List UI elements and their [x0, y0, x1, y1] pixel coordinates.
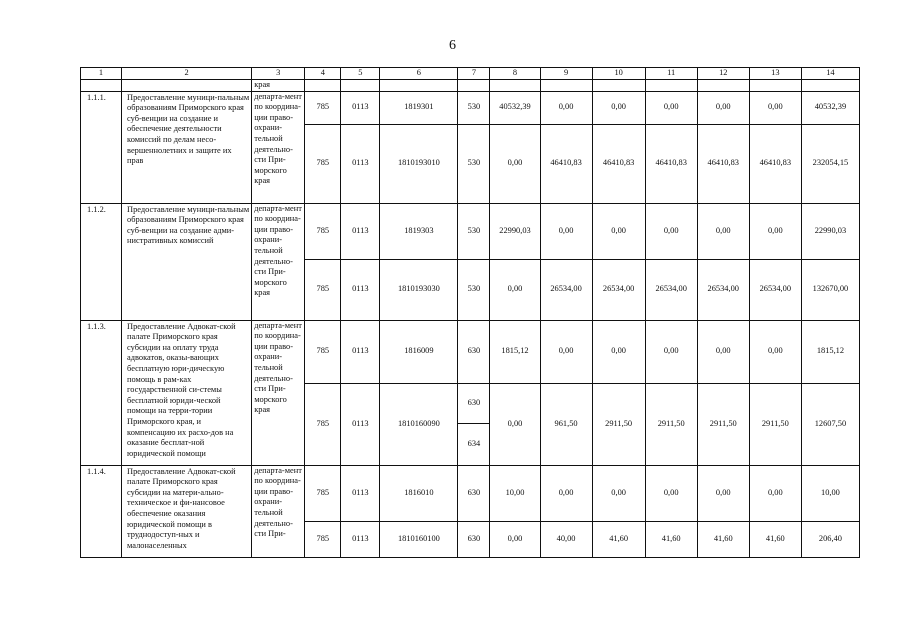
cell-value: 41,60 [749, 521, 801, 557]
table-row [81, 465, 860, 521]
cell-csr: 1816009 [380, 320, 458, 383]
header-cell: 5 [341, 68, 380, 80]
cell-value: 26534,00 [749, 259, 801, 320]
header-cell: 14 [801, 68, 859, 80]
cell-csr: 1810160100 [380, 521, 458, 557]
header-cell: 7 [458, 68, 490, 80]
cell-value: 0,00 [592, 91, 645, 124]
cell-value: 0,00 [749, 320, 801, 383]
item-responsible: департа-мент по координа-ции право-охрани-тельной деятельно-сти При-морского края [252, 203, 305, 320]
cell-value: 0,00 [749, 91, 801, 124]
cell-section: 0113 [341, 521, 380, 557]
cell-value: 26534,00 [645, 259, 697, 320]
cell-value: 0,00 [697, 465, 749, 521]
cell-grbs: 785 [305, 465, 341, 521]
cell-csr: 1816010 [380, 465, 458, 521]
cell-value: 0,00 [490, 383, 540, 465]
cell-value: 0,00 [490, 521, 540, 557]
item-responsible: департа-мент по координа-ции право-охрани-тельной деятельно-сти При- [252, 465, 305, 557]
header-cell: 3 [252, 68, 305, 80]
cell-value: 0,00 [540, 91, 592, 124]
item-code: 1.1.2. [81, 203, 122, 320]
cell-section: 0113 [341, 259, 380, 320]
cell-csr: 1810160090 [380, 383, 458, 465]
cell-value: 0,00 [540, 465, 592, 521]
cell-vr: 530 [458, 124, 490, 203]
cell-csr: 1810193030 [380, 259, 458, 320]
page-number: 6 [449, 38, 456, 53]
cell-section: 0113 [341, 203, 380, 259]
table-row [81, 91, 860, 124]
cell-section: 0113 [341, 383, 380, 465]
cell-value: 46410,83 [697, 124, 749, 203]
cell-value: 0,00 [592, 203, 645, 259]
cell-grbs: 785 [305, 259, 341, 320]
cell-value: 0,00 [645, 320, 697, 383]
program-table [80, 67, 860, 558]
cell-value: 46410,83 [645, 124, 697, 203]
cell-value: 0,00 [592, 320, 645, 383]
header-cell: 9 [540, 68, 592, 80]
cell-section: 0113 [341, 91, 380, 124]
header-cell: 13 [749, 68, 801, 80]
cell-value: 2911,50 [592, 383, 645, 465]
item-name: Предоставление муници-пальным образованиям Приморского края суб-венции на создание адми-нистративных комиссий [122, 203, 252, 320]
cell-value: 26534,00 [697, 259, 749, 320]
cell-value: 0,00 [645, 91, 697, 124]
item-code: 1.1.3. [81, 320, 122, 465]
header-cell: 10 [592, 68, 645, 80]
cell-value: 46410,83 [749, 124, 801, 203]
item-responsible: департа-мент по координа-ции право-охрани-тельной деятельно-сти При-морского края [252, 91, 305, 203]
cell-value: 0,00 [697, 320, 749, 383]
cell-value: 1815,12 [490, 320, 540, 383]
cell-total: 1815,12 [801, 320, 859, 383]
cell-grbs: 785 [305, 320, 341, 383]
cell-vr: 630 [458, 465, 490, 521]
header-cell: 4 [305, 68, 341, 80]
continuation-row [81, 80, 860, 92]
cell-csr: 1819301 [380, 91, 458, 124]
cell-csr: 1819303 [380, 203, 458, 259]
cell-value: 0,00 [749, 465, 801, 521]
cell-value: 41,60 [592, 521, 645, 557]
cell-total: 10,00 [801, 465, 859, 521]
cell-value: 2911,50 [749, 383, 801, 465]
cell-grbs: 785 [305, 124, 341, 203]
table-row [81, 203, 860, 259]
cell-value: 40532,39 [490, 91, 540, 124]
header-cell: 8 [490, 68, 540, 80]
cell-grbs: 785 [305, 521, 341, 557]
cell-vr: 630 [458, 320, 490, 383]
cell-value: 22990,03 [490, 203, 540, 259]
cell-value: 0,00 [592, 465, 645, 521]
cell-value: 0,00 [749, 203, 801, 259]
cell-total: 232054,15 [801, 124, 859, 203]
cell-value: 26534,00 [540, 259, 592, 320]
continued-text: края [252, 80, 305, 92]
cell-value: 10,00 [490, 465, 540, 521]
cell-value: 2911,50 [697, 383, 749, 465]
cell-section: 0113 [341, 465, 380, 521]
cell-value: 40,00 [540, 521, 592, 557]
cell-grbs: 785 [305, 383, 341, 465]
cell-section: 0113 [341, 124, 380, 203]
cell-value: 0,00 [645, 465, 697, 521]
item-code: 1.1.1. [81, 91, 122, 203]
header-cell: 6 [380, 68, 458, 80]
item-name: Предоставление Адвокат-ской палате Приморского края субсидии на оплату труда адвокатов, оказы-вающих бесплатную юри-дическую помощь в рам-ках государственной си-стемы бесплатной юриди-ческой помощи на терри-тории Приморского края, и компенсацию их расхо-дов на оказание бесплат-ной юридической помощи [122, 320, 252, 465]
cell-grbs: 785 [305, 203, 341, 259]
cell-value: 0,00 [697, 91, 749, 124]
cell-value: 46410,83 [540, 124, 592, 203]
cell-value: 0,00 [645, 203, 697, 259]
header-row [81, 68, 860, 80]
cell-value: 2911,50 [645, 383, 697, 465]
cell-vr: 530 [458, 203, 490, 259]
item-responsible: департа-мент по координа-ции право-охрани-тельной деятельно-сти При-морского края [252, 320, 305, 465]
cell-vr: 630 [458, 384, 489, 425]
cell-value: 46410,83 [592, 124, 645, 203]
cell-total: 22990,03 [801, 203, 859, 259]
cell-csr: 1810193010 [380, 124, 458, 203]
cell-value: 41,60 [697, 521, 749, 557]
cell-value: 41,60 [645, 521, 697, 557]
cell-value: 0,00 [540, 203, 592, 259]
cell-vr: 530 [458, 91, 490, 124]
cell-section: 0113 [341, 320, 380, 383]
cell-total: 40532,39 [801, 91, 859, 124]
header-cell: 11 [645, 68, 697, 80]
item-code: 1.1.4. [81, 465, 122, 557]
cell-vr-alt: 634 [467, 438, 481, 448]
item-name: Предоставление муници-пальным образованиям Приморского края суб-венции на создание и обеспечение деятельности комиссий по делам несо-вершеннолетних и защите их прав [122, 91, 252, 203]
cell-total: 206,40 [801, 521, 859, 557]
cell-vr: 630 [458, 521, 490, 557]
header-cell: 2 [122, 68, 252, 80]
cell-value: 26534,00 [592, 259, 645, 320]
header-cell: 1 [81, 68, 122, 80]
item-name: Предоставление Адвокат-ской палате Приморского края субсидии на матери-ально-техническое и фи-нансовое обеспечение оказания юридической помощи в труднодоступ-ных и малонаселенных [122, 465, 252, 557]
cell-vr: 530 [458, 259, 490, 320]
cell-total: 132670,00 [801, 259, 859, 320]
cell-grbs: 785 [305, 91, 341, 124]
cell-value: 0,00 [540, 320, 592, 383]
cell-value: 0,00 [697, 203, 749, 259]
table-row [81, 320, 860, 383]
cell-value: 0,00 [490, 259, 540, 320]
cell-value: 0,00 [490, 124, 540, 203]
header-cell: 12 [697, 68, 749, 80]
cell-value: 961,50 [540, 383, 592, 465]
cell-vr-split [458, 383, 490, 465]
cell-total: 12607,50 [801, 383, 859, 465]
